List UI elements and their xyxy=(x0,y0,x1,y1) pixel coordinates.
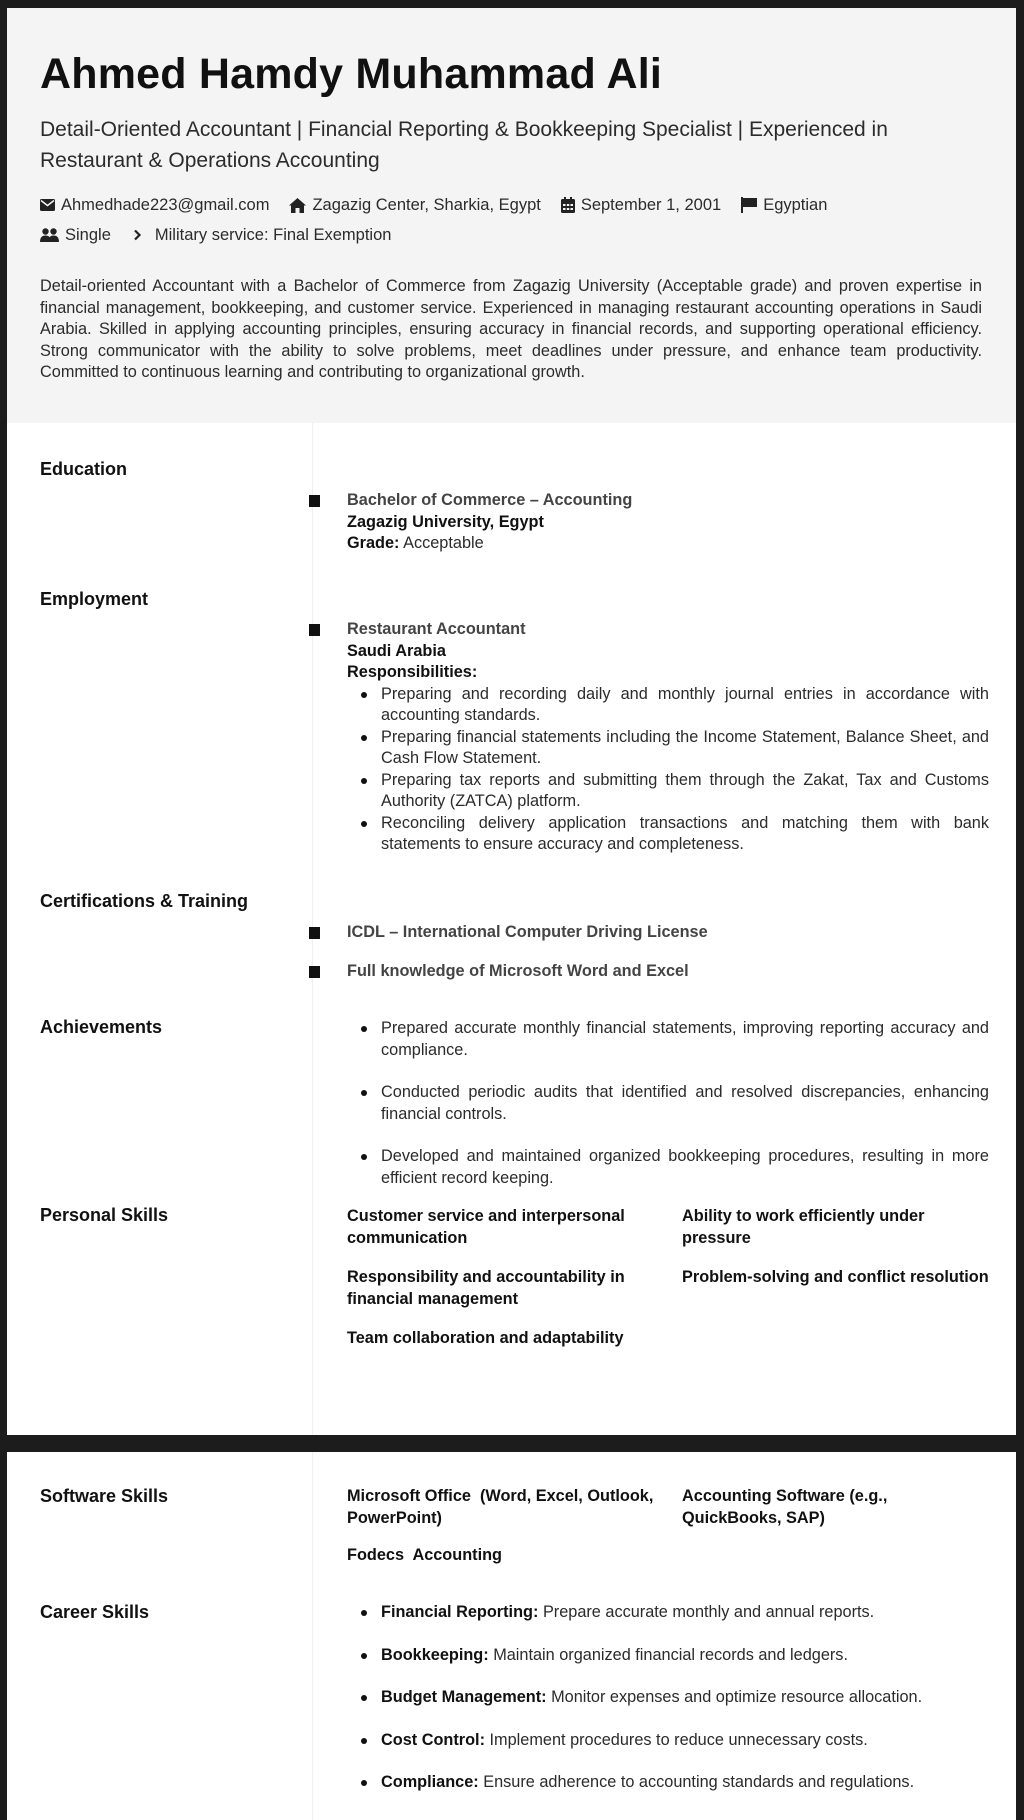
certification-entry: ICDL – International Computer Driving License xyxy=(347,922,989,944)
employment-entry xyxy=(347,619,989,856)
section-title: Personal Skills xyxy=(40,1205,169,1225)
section-title: Employment xyxy=(40,589,149,609)
contact-marital-status: Single xyxy=(40,220,111,250)
square-bullet-icon xyxy=(309,966,320,978)
home-icon xyxy=(289,198,306,213)
skill-item: Team collaboration and adaptability xyxy=(347,1329,624,1347)
contact-address: Zagazig Center, Sharkia, Egypt xyxy=(289,190,540,220)
resume-page-2 xyxy=(7,1452,1016,1820)
contact-birthdate: September 1, 2001 xyxy=(561,190,721,220)
section-title: Certifications & Training xyxy=(40,891,249,911)
list-item: Preparing and recording daily and monthly journal entries in accordance with accounting standards. xyxy=(347,684,989,727)
achievements-list xyxy=(347,1018,989,1189)
education-entry xyxy=(347,490,989,555)
professional-summary: Detail-oriented Accountant with a Bachelor of Commerce from Zagazig University (Acceptable grade) and proven expertise in financial management, bookkeeping, and customer service. Experienced in managing restaurant accounting operations in Saudi Arabia. Skilled in applying accounting principles, ensuring accuracy in financial records, and supporting operational efficiency. Strong communicator with the ability to solve problems, meet deadlines under pressure, and enhance team productivity. Committed to continuous learning and contributing to organizational growth. xyxy=(40,277,982,382)
skill-item: Responsibility and accountability in financial management xyxy=(347,1268,625,1308)
section-title: Achievements xyxy=(40,1017,163,1037)
square-bullet-icon xyxy=(309,624,320,636)
list-item: Reconciling delivery application transactions and matching them with bank statements to ensure accuracy and completeness. xyxy=(347,813,989,856)
candidate-name: Ahmed Hamdy Muhammad Ali xyxy=(40,50,663,98)
section-title: Education xyxy=(40,459,128,479)
list-item: Preparing financial statements including the Income Statement, Balance Sheet, and Cash Flow Statement. xyxy=(347,727,989,770)
certification-entry: Full knowledge of Microsoft Word and Excel xyxy=(347,961,989,983)
skill-item: Fodecs Accounting xyxy=(347,1546,502,1564)
skill-item: Ability to work efficiently under pressure xyxy=(682,1207,925,1247)
list-item: Financial Reporting: Prepare accurate monthly and annual reports. xyxy=(347,1602,989,1624)
career-skills-list xyxy=(347,1602,989,1794)
resume-body xyxy=(7,423,1016,1435)
contact-military-service: Military service: Final Exemption xyxy=(131,220,392,250)
list-item: Preparing tax reports and submitting them through the Zakat, Tax and Customs Authority (ZATCA) platform. xyxy=(347,770,989,813)
grade: Grade: Acceptable xyxy=(347,534,484,552)
skill-item: Accounting Software (e.g., QuickBooks, SAP) xyxy=(682,1487,888,1527)
square-bullet-icon xyxy=(309,495,320,507)
contact-email[interactable]: Ahmedhade223@gmail.com xyxy=(40,190,269,220)
calendar-icon xyxy=(561,197,575,213)
section-title: Career Skills xyxy=(40,1602,150,1622)
column-divider xyxy=(312,1452,313,1820)
resume-header xyxy=(7,8,1016,423)
resume-page-1 xyxy=(7,8,1016,1435)
skill-item: Microsoft Office (Word, Excel, Outlook, PowerPoint) xyxy=(347,1487,658,1527)
square-bullet-icon xyxy=(309,927,320,939)
degree: Bachelor of Commerce – Accounting xyxy=(347,491,633,509)
software-skills-grid xyxy=(347,1486,989,1567)
list-item: Conducted periodic audits that identified and resolved discrepancies, enhancing financial controls. xyxy=(347,1082,989,1125)
list-item: Budget Management: Monitor expenses and optimize resource allocation. xyxy=(347,1687,989,1709)
envelope-icon xyxy=(40,199,55,211)
contact-info xyxy=(40,190,983,250)
contact-nationality: Egyptian xyxy=(741,190,827,220)
personal-skills-grid xyxy=(347,1206,989,1350)
professional-headline: Detail-Oriented Accountant | Financial Reporting & Bookkeeping Specialist | Experienced in Restaurant & Operations Accounting xyxy=(40,118,888,172)
users-icon xyxy=(40,228,59,242)
section-title: Software Skills xyxy=(40,1486,169,1506)
list-item: Developed and maintained organized bookkeeping procedures, resulting in more efficient record keeping. xyxy=(347,1146,989,1189)
responsibilities-list xyxy=(347,684,989,856)
flag-icon xyxy=(741,197,757,213)
skill-item: Customer service and interpersonal communication xyxy=(347,1207,625,1247)
list-item: Cost Control: Implement procedures to reduce unnecessary costs. xyxy=(347,1730,989,1752)
list-item: Compliance: Ensure adherence to accounting standards and regulations. xyxy=(347,1772,989,1794)
school: Zagazig University, Egypt xyxy=(347,512,544,531)
chevron-right-icon xyxy=(131,229,145,241)
skill-item: Problem-solving and conflict resolution xyxy=(682,1268,989,1286)
list-item: Prepared accurate monthly financial statements, improving reporting accuracy and compliance. xyxy=(347,1018,989,1061)
job-location: Saudi Arabia xyxy=(347,641,446,660)
job-position: Restaurant Accountant xyxy=(347,620,526,638)
resume-body-2 xyxy=(7,1452,1016,1820)
responsibilities-label: Responsibilities: xyxy=(347,663,478,681)
list-item: Bookkeeping: Maintain organized financial records and ledgers. xyxy=(347,1645,989,1667)
